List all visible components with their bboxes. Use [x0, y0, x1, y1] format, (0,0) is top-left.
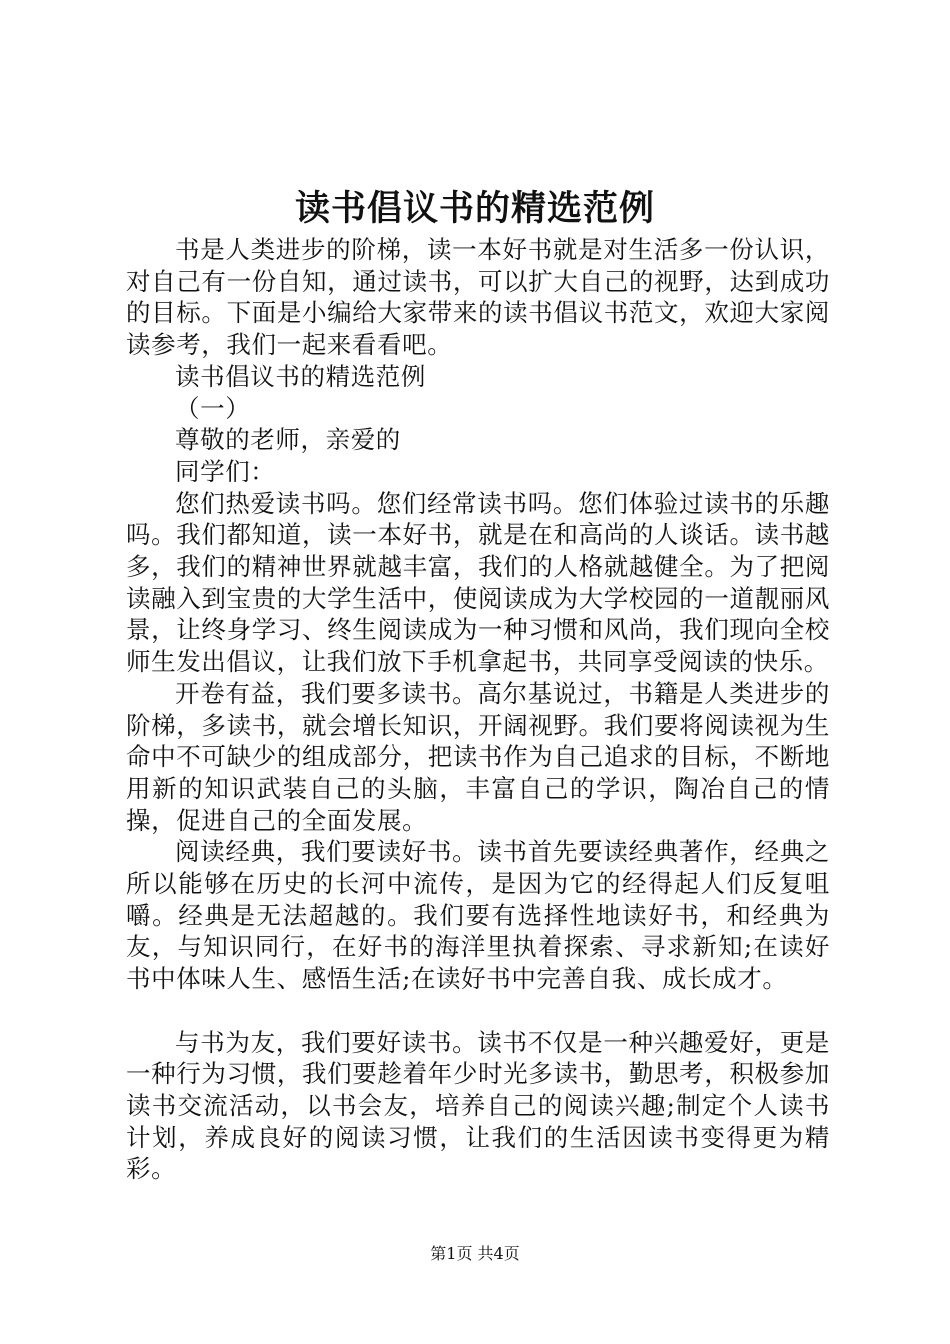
salutation-line-2: 同学们：: [175, 456, 276, 486]
document-body: [126, 234, 830, 1185]
body-paragraph-3: 阅读经典，我们要读好书。读书首先要读经典著作，经典之所以能够在历史的长河中流传，是因为它的经得起人们反复咀嚼。经典是无法超越的。我们要有选择性地读好书，和经典为友，与知识同行，在好书的海洋里执着探索、寻求新知;在读好书中体味人生、感悟生活;在读好书中完善自我、成长成才。: [126, 837, 830, 994]
salutation-line-1: 尊敬的老师，亲爱的: [175, 425, 401, 455]
body-paragraph-4: 与书为友，我们要好读书。读书不仅是一种兴趣爱好，更是一种行为习惯，我们要趁着年少时光多读书，勤思考，积极参加读书交流活动，以书会友，培养自己的阅读兴趣;制定个人读书计划，养成良好的阅读习惯，让我们的生活因读书变得更为精彩。: [126, 1027, 830, 1184]
intro-paragraph: 书是人类进步的阶梯，读一本好书就是对生活多一份认识，对自己有一份自知，通过读书，可以扩大自己的视野，达到成功的目标。下面是小编给大家带来的读书倡议书范文，欢迎大家阅读参考，我们一起来看看吧。: [126, 235, 830, 360]
section-heading: 读书倡议书的精选范例: [175, 361, 426, 391]
body-paragraph-1: 您们热爱读书吗。您们经常读书吗。您们体验过读书的乐趣吗。我们都知道，读一本好书，就是在和高尚的人谈话。读书越多，我们的精神世界就越丰富，我们的人格就越健全。为了把阅读融入到宝贵的大学生活中，使阅读成为大学校园的一道靓丽风景，让终身学习、终生阅读成为一种习惯和风尚，我们现向全校师生发出倡议，让我们放下手机拿起书，共同享受阅读的快乐。: [126, 488, 830, 677]
section-number: （一）: [175, 393, 251, 423]
page-footer: 第1页 共4页: [430, 1244, 520, 1263]
document-title: 读书倡议书的精选范例: [294, 188, 655, 229]
body-paragraph-2: 开卷有益，我们要多读书。高尔基说过，书籍是人类进步的阶梯，多读书，就会增长知识，开阔视野。我们要将阅读视为生命中不可缺少的组成部分，把读书作为自己追求的目标，不断地用新的知识武装自己的头脑，丰富自己的学识，陶冶自己的情操，促进自己的全面发展。: [126, 678, 830, 835]
